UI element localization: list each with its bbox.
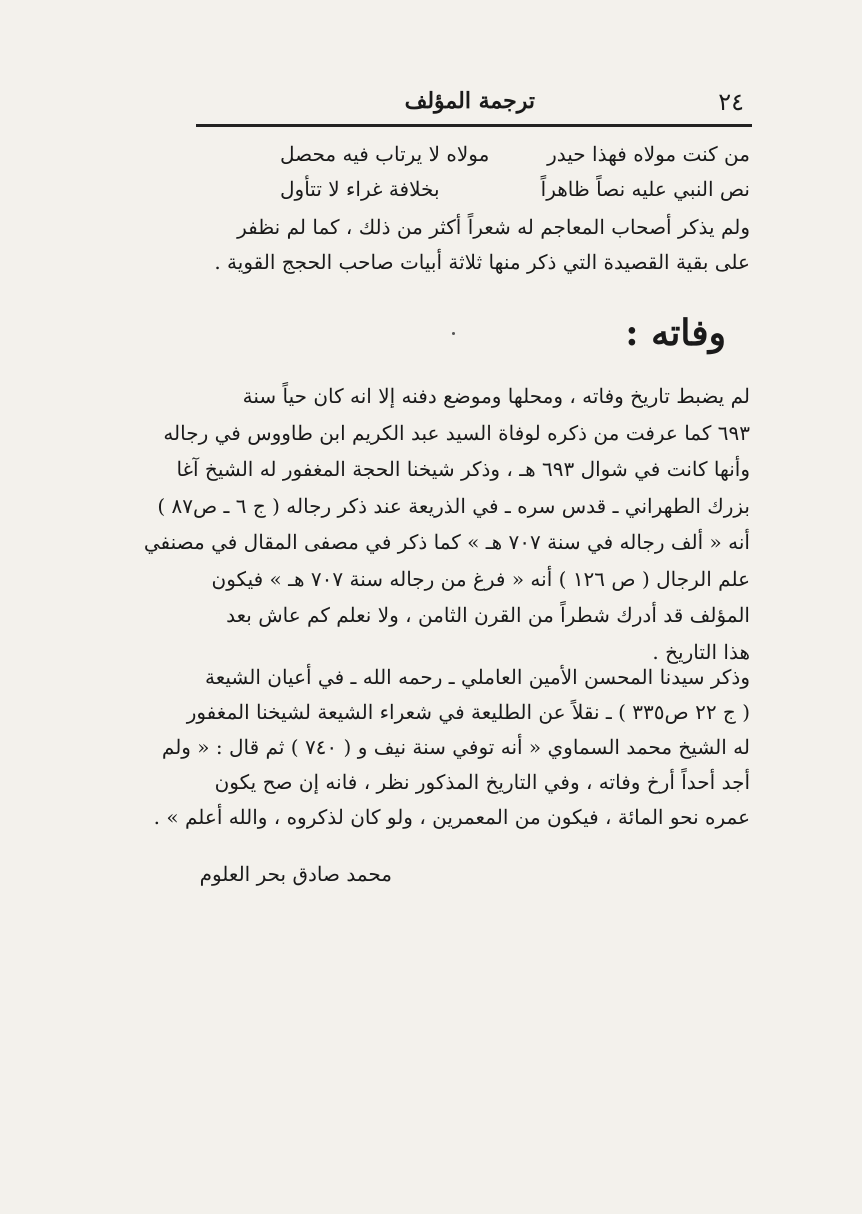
text-line: وأنها كانت في شوال ٦٩٣ هـ ، وذكر شيخنا الحجة المغفور له الشيخ آغا <box>176 457 750 481</box>
text-line: ولم يذكر أصحاب المعاجم له شعراً أكثر من ذلك ، كما لم نظفر <box>237 215 750 239</box>
text-line: على بقية القصيدة التي ذكر منها ثلاثة أبيات صاحب الحجج القوية . <box>214 250 750 274</box>
text-line: عمره نحو المائة ، فيكون من المعمرين ، ولو كان لذكروه ، والله أعلم » . <box>153 805 750 829</box>
text-line: المؤلف قد أدرك شطراً من القرن الثامن ، ولا نعلم كم عاش بعد <box>226 603 750 627</box>
section-heading: وفاته : <box>625 312 726 354</box>
paragraph-death-date <box>143 378 750 670</box>
paragraph-poetry-note <box>210 210 750 280</box>
text-line: له الشيخ محمد السماوي « أنه توفي سنة نيف و ( ٧٤٠ ) ثم قال : « ولم <box>161 735 750 759</box>
page-number: ٢٤ <box>718 88 744 116</box>
text-line: علم الرجال ( ص ١٢٦ ) أنه « فرغ من رجاله سنة ٧٠٧ هـ » فيكون <box>211 566 750 591</box>
text-line: ٦٩٣ كما عرفت من ذكره لوفاة السيد عبد الكريم ابن طاووس في رجاله <box>163 420 750 445</box>
text-line: أجد أحداً أرخ وفاته ، وفي التاريخ المذكور نظر ، فانه إن صح يكون <box>214 770 750 794</box>
text-line: هذا التاريخ . <box>652 639 750 664</box>
text-line: أنه « ألف رجاله في سنة ٧٠٧ هـ » كما ذكر في مصفى المقال في مصنفي <box>143 530 750 554</box>
text-line: ( ج ٢٢ ص٣٣٥ ) ـ نقلاً عن الطليعة في شعراء الشيعة لشيخنا المغفور <box>186 700 750 724</box>
verse-line <box>280 142 750 166</box>
text-line: وذكر سيدنا المحسن الأمين العاملي ـ رحمه الله ـ في أعيان الشيعة <box>205 665 750 689</box>
verse-first-hemistich: نص النبي عليه نصاً ظاهراً <box>540 177 750 201</box>
text-line: بزرك الطهراني ـ قدس سره ـ في الذريعة عند ذكر رجاله ( ج ٦ ـ ص٨٧ ) <box>157 493 750 518</box>
page-header <box>200 86 750 124</box>
author-signature: محمد صادق بحر العلوم <box>199 862 392 886</box>
ink-speck <box>452 332 455 335</box>
text-line: لم يضبط تاريخ وفاته ، ومحلها وموضع دفنه إلا انه كان حياً سنة <box>242 384 750 408</box>
paragraph-ayan-citation <box>153 660 750 835</box>
header-rule <box>196 124 752 127</box>
verse-first-hemistich: من كنت مولاه فهذا حيدر <box>547 142 750 166</box>
verse-second-hemistich: بخلافة غراء لا تتأول <box>280 177 440 201</box>
verse-second-hemistich: مولاه لا يرتاب فيه محصل <box>280 142 490 166</box>
running-title: ترجمة المؤلف <box>404 88 535 114</box>
verse-line <box>280 177 750 201</box>
